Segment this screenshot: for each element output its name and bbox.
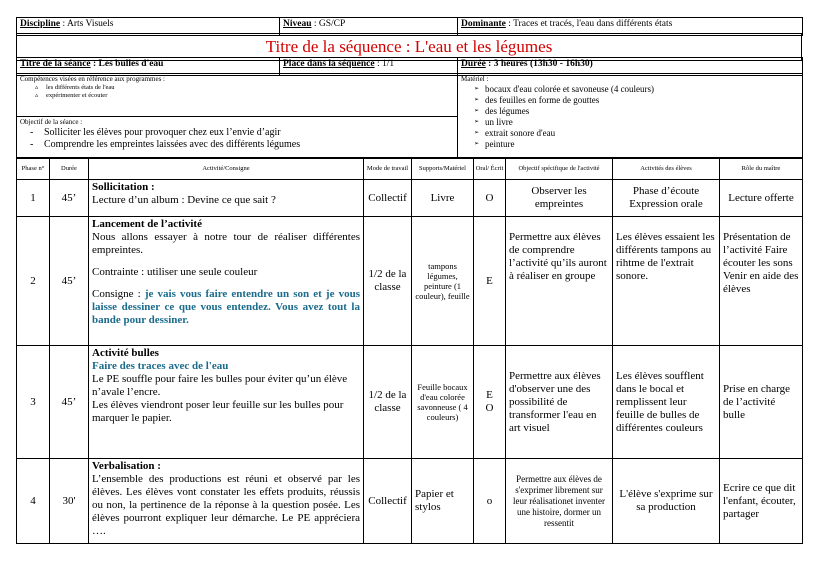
materiel-item: ➢ extrait sonore d'eau bbox=[485, 128, 799, 139]
table-row bbox=[17, 346, 803, 459]
col-maitre: Rôle du maître bbox=[720, 159, 803, 180]
mode-cell: 1/2 de la classe bbox=[364, 217, 412, 346]
table-row bbox=[17, 180, 803, 217]
col-objectif: Objectif spécifique de l'activité bbox=[506, 159, 613, 180]
activite-cell bbox=[89, 459, 364, 544]
materiel-item: ➢ des feuilles en forme de gouttes bbox=[485, 95, 799, 106]
supports-cell: Feuille bocaux d'eau colorée savonneuse ( 4 couleurs) bbox=[412, 346, 474, 459]
objectif-cell: Permettre aux élèves d'observer une des possibilité de transformer l'eau en art visuel bbox=[506, 346, 613, 459]
activite-title: Sollicitation : bbox=[92, 181, 155, 193]
activite-text: Lecture d’un album : Devine ce que sait ? bbox=[92, 194, 276, 206]
col-phase: Phase n° bbox=[17, 159, 50, 180]
supports-cell: Livre bbox=[412, 180, 474, 217]
competence-item: ▵ expérimenter et écouter bbox=[46, 92, 454, 100]
maitre-cell: Lecture offerte bbox=[720, 180, 803, 217]
objectif-list bbox=[20, 127, 454, 151]
col-duree: Durée bbox=[50, 159, 89, 180]
activite-text: Le PE souffle pour faire les bulles pour éviter qu’un élève n’avale l’encre. bbox=[92, 373, 348, 398]
column-headers bbox=[17, 159, 803, 180]
activite-text: L’ensemble des productions est réuni et observé par les élèves. Les élèves vont constater les effets produits, réussis ou non, la pertinence de la réponse à la question posée. Les élèves pourront expliquer leur démarche. Le PE appréciera …. bbox=[92, 473, 360, 537]
phase-cell: 1 bbox=[17, 180, 50, 217]
duree-cell: 45’ bbox=[50, 217, 89, 346]
mode-cell: Collectif bbox=[364, 180, 412, 217]
discipline-cell: Discipline : Arts Visuels bbox=[17, 18, 280, 36]
activite-title: Lancement de l’activité bbox=[92, 218, 202, 230]
competence-item: ▵ les différents états de l'eau bbox=[46, 84, 454, 92]
activite-title: Verbalisation : bbox=[92, 460, 161, 472]
col-supports: Supports/Matériel bbox=[412, 159, 474, 180]
oral-cell: E O bbox=[474, 346, 506, 459]
maitre-cell: Prise en charge de l’activité bulle bbox=[720, 346, 803, 459]
oral-cell: O bbox=[474, 180, 506, 217]
duree-cell: Durée : 3 heures (13h30 - 16h30) bbox=[458, 58, 803, 76]
eleves-cell: Les élèves soufflent dans le bocal et remplissent leur feuille de bulles de différentes couleurs bbox=[613, 346, 720, 459]
activity-table bbox=[16, 158, 803, 544]
materiel-cell bbox=[458, 74, 803, 158]
duree-cell: 45’ bbox=[50, 180, 89, 217]
mode-cell: 1/2 de la classe bbox=[364, 346, 412, 459]
materiel-item: ➢ un livre bbox=[485, 117, 799, 128]
consigne-text: Consigne : je vais vous faire entendre un son et je vous laisse dessiner ce que vous entendez. Vous avez tout la bande pour dessiner. bbox=[92, 288, 360, 326]
eleves-cell: L'élève s'exprime sur sa production bbox=[613, 459, 720, 544]
col-mode: Mode de travail bbox=[364, 159, 412, 180]
materiel-title: Matériel : bbox=[461, 75, 489, 83]
oral-cell: E bbox=[474, 217, 506, 346]
maitre-cell: Ecrire ce que dit l'enfant, écouter, partager bbox=[720, 459, 803, 544]
activite-cell bbox=[89, 180, 364, 217]
activite-title: Activité bulles bbox=[92, 347, 159, 359]
duree-cell: 45’ bbox=[50, 346, 89, 459]
competences-cell bbox=[17, 74, 458, 117]
competences-title: Compétences visées en référence aux programmes : bbox=[20, 75, 165, 83]
duree-cell: 30' bbox=[50, 459, 89, 544]
objectif-title: Objectif de la séance : bbox=[20, 118, 83, 126]
phase-cell: 3 bbox=[17, 346, 50, 459]
activite-text: Nous allons essayer à notre tour de réaliser différentes empreintes. bbox=[92, 231, 360, 256]
seance-cell: Titre de la séance : Les bulles d'eau bbox=[17, 58, 280, 76]
mode-cell: Collectif bbox=[364, 459, 412, 544]
phase-cell: 2 bbox=[17, 217, 50, 346]
objectif-cell bbox=[17, 117, 458, 158]
niveau-cell: Niveau : GS/CP bbox=[280, 18, 458, 36]
phase-cell: 4 bbox=[17, 459, 50, 544]
supports-cell: tampons légumes, peinture (1 couleur), feuille bbox=[412, 217, 474, 346]
table-row bbox=[17, 459, 803, 544]
objectif-cell: Observer les empreintes bbox=[506, 180, 613, 217]
activite-text: Les élèves viendront poser leur feuille sur les bulles pour marquer le papier. bbox=[92, 399, 344, 424]
activite-subtitle: Faire des traces avec de l'eau bbox=[92, 360, 229, 372]
col-eleves: Activités des élèves bbox=[613, 159, 720, 180]
competences-list bbox=[20, 84, 454, 100]
info-table bbox=[16, 73, 803, 158]
oral-cell: o bbox=[474, 459, 506, 544]
dominante-cell: Dominante : Traces et tracés, l'eau dans différents états bbox=[458, 18, 803, 36]
col-activite: Activité/Consigne bbox=[89, 159, 364, 180]
materiel-item: ➢ peinture bbox=[485, 139, 799, 150]
eleves-cell: Les élèves essaient les différents tampons au rihtme de l'extrait sonore. bbox=[613, 217, 720, 346]
objectif-item: - Comprendre les empreintes laissées avec des différents légumes bbox=[44, 139, 454, 151]
sequence-title: Titre de la séquence : L'eau et les légumes bbox=[17, 34, 802, 61]
materiel-item: ➢ des légumes bbox=[485, 106, 799, 117]
objectif-cell: Permettre aux élèves de comprendre l’activité qu’ils auront à réaliser en groupe bbox=[506, 217, 613, 346]
contrainte-text: Contrainte : utiliser une seule couleur bbox=[92, 266, 258, 278]
place-cell: Place dans la séquence : 1/1 bbox=[280, 58, 458, 76]
activite-cell bbox=[89, 346, 364, 459]
materiel-list bbox=[461, 84, 799, 150]
objectif-item: - Solliciter les élèves pour provoquer chez eux l’envie d’agir bbox=[44, 127, 454, 139]
activite-cell bbox=[89, 217, 364, 346]
table-row bbox=[17, 217, 803, 346]
maitre-cell: Présentation de l’activité Faire écouter les sons Venir en aide des élèves bbox=[720, 217, 803, 346]
supports-cell: Papier et stylos bbox=[412, 459, 474, 544]
eleves-cell: Phase d’écoute Expression orale bbox=[613, 180, 720, 217]
materiel-item: ➢ bocaux d'eau colorée et savoneuse (4 couleurs) bbox=[485, 84, 799, 95]
objectif-cell: Permettre aux élèves de s'exprimer librement sur leur réalisationet inventer une histoire, dormer un ressentit bbox=[506, 459, 613, 544]
col-oral: Oral/ Écrit bbox=[474, 159, 506, 180]
